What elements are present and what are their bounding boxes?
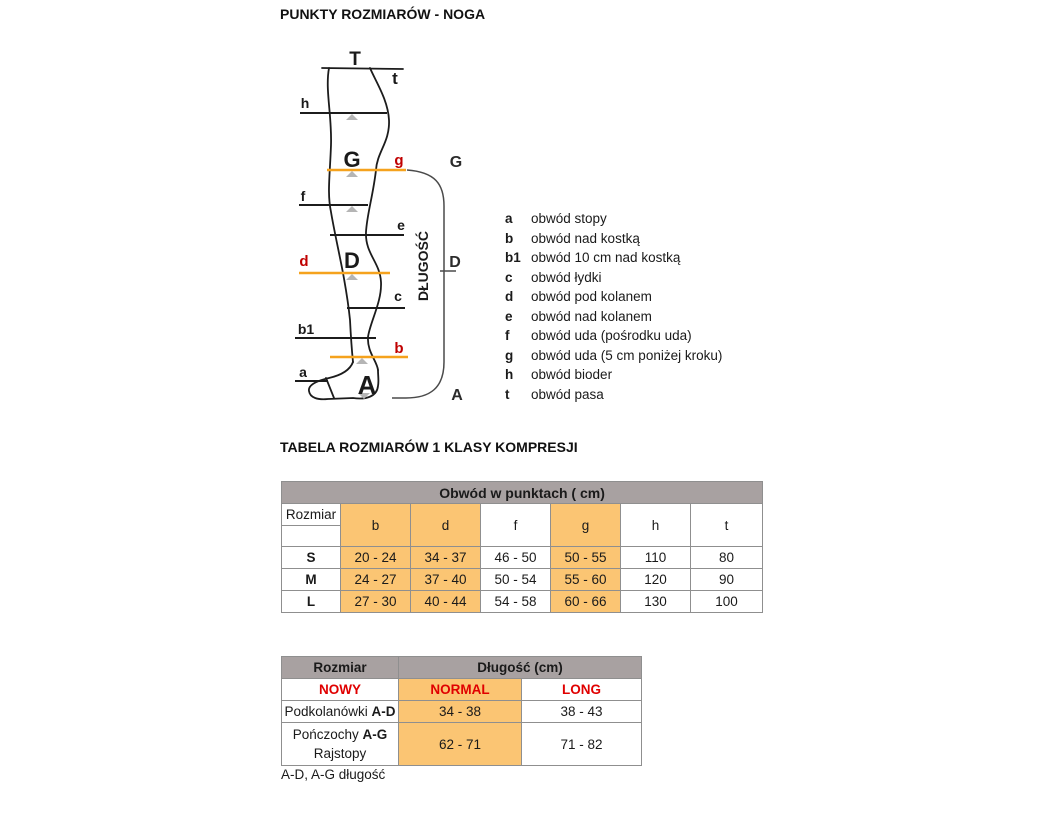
legend-item-g (505, 346, 722, 366)
size-table-cell: 20 - 24 (341, 547, 411, 569)
legend-key: b (505, 230, 514, 246)
measurement-legend (505, 209, 722, 404)
product-name-line1 (282, 725, 398, 744)
length-table-variant-row (282, 679, 642, 701)
legend-key: e (505, 308, 513, 324)
size-table-cell: 60 - 66 (551, 591, 621, 613)
size-table-heading: TABELA ROZMIARÓW 1 KLASY KOMPRESJI (280, 439, 578, 455)
size-table-col-h: h (621, 504, 691, 547)
legend-desc: obwód nad kostką (531, 230, 640, 246)
size-label: M (282, 569, 341, 591)
product-name-cell (282, 701, 399, 723)
footnote: A-D, A-G długość (281, 767, 386, 782)
length-table (281, 656, 642, 766)
product-name-line2: Rajstopy (313, 746, 367, 761)
size-table-cell: 24 - 27 (341, 569, 411, 591)
size-table-row-L (282, 591, 763, 613)
size-table-title: Obwód w punktach ( cm) (282, 482, 763, 504)
legend-item-a (505, 209, 722, 229)
size-table-col-d: d (411, 504, 481, 547)
legend-key: a (505, 211, 513, 227)
size-table-cell: 50 - 54 (481, 569, 551, 591)
point-label-t: t (392, 69, 398, 88)
length-table-size-header: Rozmiar (282, 657, 399, 679)
size-table-cell: 90 (691, 569, 763, 591)
size-table-row-header-label: Rozmiar (282, 504, 340, 526)
size-label: S (282, 547, 341, 569)
legend-desc: obwód pod kolanem (531, 289, 652, 305)
legend-key: t (505, 386, 510, 402)
legend-item-b (505, 229, 722, 249)
legend-key: h (505, 367, 514, 383)
size-table-cell: 110 (621, 547, 691, 569)
point-label-G: G (343, 147, 361, 172)
size-table (281, 481, 763, 613)
legend-desc: obwód stopy (531, 211, 607, 227)
size-table-cell: 37 - 40 (411, 569, 481, 591)
point-label-b1: b1 (297, 321, 315, 337)
point-label-g: g (394, 152, 404, 169)
length-table-header-row (282, 657, 642, 679)
legend-desc: obwód 10 cm nad kostką (531, 250, 681, 266)
point-label-c: c (394, 288, 402, 304)
product-range: A-G (362, 727, 388, 742)
bracket-label-G: G (449, 154, 463, 171)
point-label-d: d (299, 253, 309, 270)
length-table-row-ponczochy-rajstopy (282, 723, 642, 766)
point-label-b: b (394, 340, 404, 357)
point-label-T: T (349, 49, 361, 70)
legend-item-h (505, 365, 722, 385)
size-table-cell: 80 (691, 547, 763, 569)
legend-item-t (505, 385, 722, 405)
product-name: Podkolanówki (284, 704, 368, 719)
variant-nowy: NOWY (282, 679, 399, 701)
size-table-col-g: g (551, 504, 621, 547)
legend-key: f (505, 328, 510, 344)
bracket-label-A: A (451, 387, 463, 404)
size-table-cell: 100 (691, 591, 763, 613)
variant-normal: NORMAL (399, 679, 522, 701)
legend-key: b1 (505, 250, 521, 266)
size-table-col-b: b (341, 504, 411, 547)
length-long-cell: 38 - 43 (522, 701, 642, 723)
legend-item-e (505, 307, 722, 327)
size-table-cell: 55 - 60 (551, 569, 621, 591)
legend-desc: obwód bioder (531, 367, 613, 383)
leg-size-points-diagram (285, 45, 480, 410)
size-table-col-f: f (481, 504, 551, 547)
page-title: PUNKTY ROZMIARÓW - NOGA (280, 6, 486, 22)
marker-triangle-d (346, 274, 358, 280)
point-label-a: a (299, 364, 307, 380)
legend-item-c (505, 268, 722, 288)
point-label-A: A (357, 370, 377, 400)
product-name: Pończochy (292, 727, 359, 742)
point-label-f: f (300, 188, 306, 204)
point-label-D: D (344, 248, 360, 273)
length-axis-label: DŁUGOŚĆ (415, 231, 431, 301)
length-normal-cell: 62 - 71 (399, 723, 522, 766)
size-table-row-header-spacer (282, 526, 340, 545)
legend-desc: obwód uda (pośrodku uda) (531, 328, 692, 344)
leg-outline-top-edge (322, 68, 403, 69)
length-table-row-podkolanowki (282, 701, 642, 723)
length-long-cell: 71 - 82 (522, 723, 642, 766)
size-table-row-M (282, 569, 763, 591)
size-table-row-S (282, 547, 763, 569)
marker-triangle-f (346, 206, 358, 212)
legend-key: g (505, 347, 514, 363)
size-table-cell: 27 - 30 (341, 591, 411, 613)
size-table-cell: 50 - 55 (551, 547, 621, 569)
size-label: L (282, 591, 341, 613)
product-range: A-D (371, 704, 396, 719)
size-table-cell: 130 (621, 591, 691, 613)
legend-key: d (505, 289, 514, 305)
size-table-row-header-cell (282, 504, 341, 547)
size-table-cell: 120 (621, 569, 691, 591)
point-label-h: h (300, 95, 310, 111)
length-normal-cell: 34 - 38 (399, 701, 522, 723)
legend-desc: obwód nad kolanem (531, 308, 652, 324)
legend-desc: obwód uda (5 cm poniżej kroku) (531, 347, 723, 363)
bracket-label-D: D (449, 254, 461, 271)
size-table-cell: 40 - 44 (411, 591, 481, 613)
marker-triangle-h (346, 114, 358, 120)
marker-triangle-b (356, 358, 368, 364)
legend-item-b1 (505, 248, 722, 268)
product-name-cell (282, 723, 399, 766)
legend-item-f (505, 326, 722, 346)
point-label-e: e (397, 217, 405, 233)
size-table-col-t: t (691, 504, 763, 547)
variant-long: LONG (522, 679, 642, 701)
legend-desc: obwód pasa (531, 386, 604, 402)
size-table-title-row (282, 482, 763, 504)
size-table-cell: 34 - 37 (411, 547, 481, 569)
length-table-length-header: Długość (cm) (399, 657, 642, 679)
legend-desc: obwód łydki (531, 269, 602, 285)
size-table-column-header-row (282, 504, 763, 547)
legend-key: c (505, 269, 513, 285)
size-table-cell: 54 - 58 (481, 591, 551, 613)
legend-item-d (505, 287, 722, 307)
size-table-cell: 46 - 50 (481, 547, 551, 569)
